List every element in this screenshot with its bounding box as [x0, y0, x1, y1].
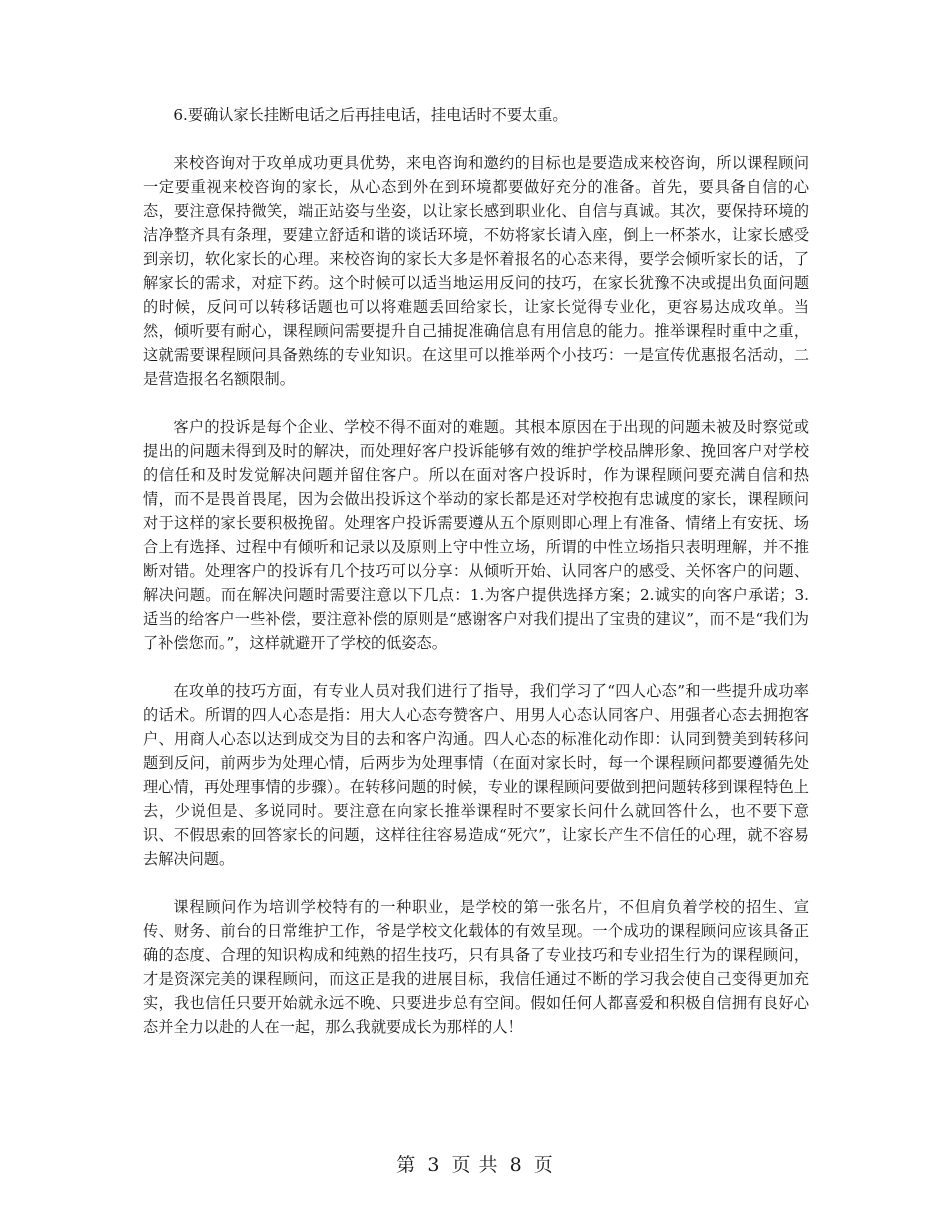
page-number-footer — [0, 1150, 950, 1177]
current-page-number: 3 — [427, 1154, 441, 1176]
footer-suffix: 页 — [533, 1154, 554, 1176]
paragraph-closing-techniques: 在攻单的技巧方面，有专业人员对我们进行了指导，我们学习了“四人心态”和一些提升成功率的话术。所谓的四人心态是指：用大人心态夸赞客户、用男人心态认同客户、用强者心态去拥抱客户、用商人心态以达到成交为目的去和客户沟通。四人心态的标准化动作即：认同到赞美到转移问题到反问，前两步为处理心情，后两步为处理事情（在面对家长时，每一个课程顾问都要遵循先处理心情，再处理事情的步骤）。在转移问题的时候，专业的课程顾问要做到把问题转移到课程特色上去，少说但是、多说同时。要注意在向家长推举课程时不要家长问什么就回答什么，也不要下意识、不假思索的回答家长的问题，这样往往容易造成“死穴”，让家长产生不信任的心理，就不容易去解决问题。 — [143, 682, 809, 868]
document-body — [143, 103, 809, 1039]
paragraph-phone-tip: 6.要确认家长挂断电话之后再挂电话，挂电话时不要太重。 — [173, 106, 568, 124]
footer-middle: 页 共 — [451, 1154, 499, 1176]
paragraph-conclusion: 课程顾问作为培训学校特有的一种职业，是学校的第一张名片，不但肩负着学校的招生、宣传、财务、前台的日常维护工作，爷是学校文化载体的有效呈现。一个成功的课程顾问应该具备正确的态度、合理的知识构成和纯熟的招生技巧，只有具备了专业技巧和专业招生行为的课程顾问，才是资深完美的课程顾问，而这正是我的进展目标，我信任通过不断的学习我会使自己变得更加充实，我也信任只要开始就永远不晚、只要进步总有空间。假如任何人都喜爱和积极自信拥有良好心态并全力以赴的人在一起，那么我就要成长为那样的人！ — [143, 898, 809, 1036]
footer-prefix: 第 — [396, 1154, 417, 1176]
total-page-count: 8 — [509, 1154, 523, 1176]
paragraph-visit-consultation: 来校咨询对于攻单成功更具优势，来电咨询和邀约的目标也是要造成来校咨询，所以课程顾问一定要重视来校咨询的家长，从心态到外在到环境都要做好充分的准备。首先，要具备自信的心态，要注意保持微笑，端正站姿与坐姿，以让家长感到职业化、自信与真诚。其次，要保持环境的洁净整齐具有条理，要建立舒适和谐的谈话环境，不妨将家长请入座，倒上一杯茶水，让家长感受到亲切，软化家长的心理。来校咨询的家长大多是怀着报名的心态来得，要学会倾听家长的话，了解家长的需求，对症下药。这个时候可以适当地运用反问的技巧，在家长犹豫不决或提出负面问题的时候，反问可以转移话题也可以将难题丢回给家长，让家长觉得专业化，更容易达成攻单。当然，倾听要有耐心，课程顾问需要提升自己捕捉准确信息有用信息的能力。推举课程时重中之重，这就需要课程顾问具备熟练的专业知识。在这里可以推举两个小技巧：一是宣传优惠报名活动，二是营造报名名额限制。 — [143, 154, 809, 388]
paragraph-complaints: 客户的投诉是每个企业、学校不得不面对的难题。其根本原因在于出现的问题未被及时察觉或提出的问题未得到及时的解决，而处理好客户投诉能够有效的维护学校品牌形象、挽回客户对学校的信任和及时发觉解决问题并留住客户。所以在面对客户投诉时，作为课程顾问要充满自信和热情，而不是畏首畏尾，因为会做出投诉这个举动的家长都是还对学校抱有忠诚度的家长，课程顾问对于这样的家长要积极挽留。处理客户投诉需要遵从五个原则即心理上有准备、情绪上有安抚、场合上有选择、过程中有倾听和记录以及原则上守中性立场，所谓的中性立场指只表明理解，并不推断对错。处理客户的投诉有几个技巧可以分享：从倾听开始、认同客户的感受、关怀客户的问题、解决问题。而在解决问题时需要注意以下几点：1.为客户提供选择方案；2.诚实的向客户承诺；3.适当的给客户一些补偿，要注意补偿的原则是“感谢客户对我们提出了宝贵的建议”，而不是“我们为了补偿您而。”，这样就避开了学校的低姿态。 — [143, 418, 809, 652]
